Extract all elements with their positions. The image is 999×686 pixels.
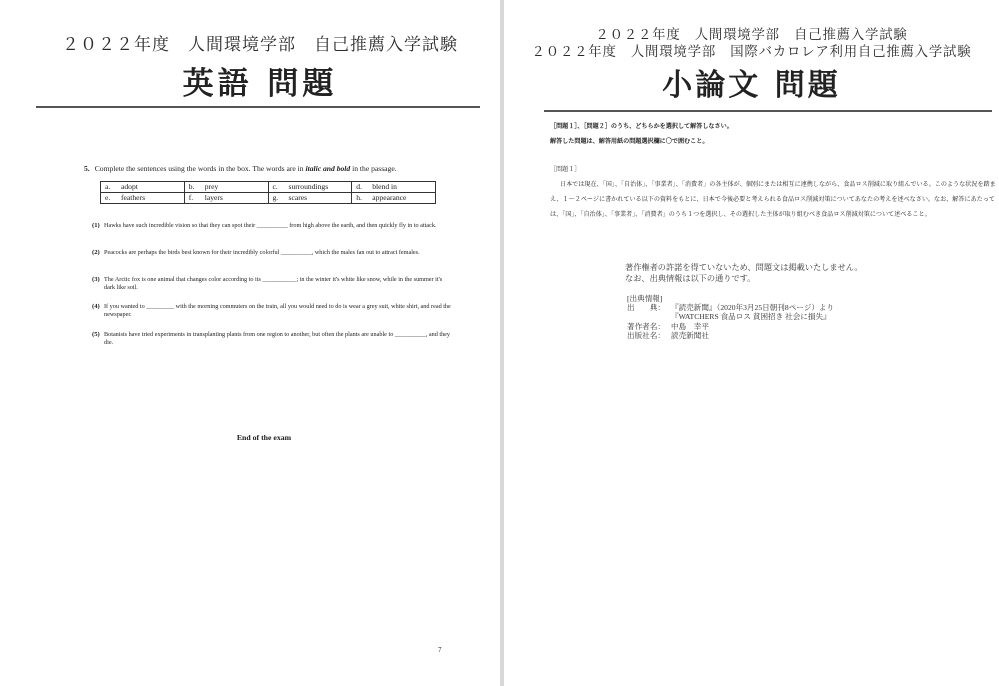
end-of-exam: End of the exam [236,433,292,442]
word-cell: c. surroundings [268,182,352,193]
item-text: If you wanted to _________ with the morning commuters on the train, all you would need to do is wear a grey suit, white shirt, and read the newspaper. [104,303,451,319]
word-cell: h. appearance [352,193,436,204]
item-text: Hawks have such incredible vision so that they can spot their __________ from high above the earth, and then quickly fly in to attack. [104,222,437,229]
word-cell: g. scares [268,193,352,204]
word-cell: e. feathers [101,193,185,204]
page-title: 小論文 問題 [662,68,841,103]
page-title: 英語 問題 [182,66,338,102]
question-item: (2) Peacocks are perhaps the birds best known for their incredibly colorful __________, which the males fan out to attract females. [92,249,452,257]
question-item: (1) Hawks have such incredible vision so that they can spot their __________ from high above the earth, and then quickly fly in to attack. [92,222,452,230]
essay-exam-page [504,0,999,686]
instruction-text-pre: Complete the sentences using the words in the box. The words are in [94,164,306,173]
word-cell: f. layers [184,193,268,204]
word-box-row [101,182,436,193]
author-line: 著作者名： 中島 幸平 [627,321,709,331]
copyright-notice-line1: 著作権者の許諾を得ていないため、問題文は掲載いたしません。 [625,263,863,272]
header-divider [544,110,992,112]
question-number: 5. [84,164,90,173]
source-line2: 『WATCHERS 食品ロス 貧困招き 社会に損失』 [671,312,831,322]
word-cell: d. blend in [352,182,436,193]
header-divider [36,106,480,108]
copyright-notice-line2: なお、出典情報は以下の通りです。 [625,274,756,283]
source-heading: [出典情報] [627,294,663,303]
instruction-line1: ［問題１］、［問題２］のうち、どちらかを選択して解答しなさい。 [550,124,733,130]
question-instruction [84,164,484,173]
instruction-line2: 解答した問題は、解答用紙の問題選択欄に〇で囲むこと。 [550,139,709,145]
instruction-text-post: in the passage. [350,164,397,173]
word-cell: b. prey [184,182,268,193]
instruction-emphasis: italic and bold [305,164,351,173]
item-text: The Arctic fox is one animal that changes color according to its ___________; in the winter it's white like snow, while in the summer it's dark like soil. [104,276,443,292]
question-item: (5) Botanists have tried experiments in transplanting plants from one region to another, but often the plants are unable to __________, and they die. [92,331,450,347]
source-line: 出 典： 『読売新聞』（2020年3月25日朝刊8ページ）より [627,303,835,313]
problem-text: 日本では現在、「国」、「自治体」、「事業者」、「消費者」の各主体が、個別にまたは相互に連携しながら、食品ロス削減に取り組んでいる。このような状況を踏まえ、１〜２ページに書かれている以下の資料をもとに、日本で今後必要と考えられる食品ロス削減対策についてあなたの考えを述べなさい。なお、解答にあたっては、「国」、「自治体」、「事業者」、「消費者」のうち１つを選択し、その選択した主体が取り組むべき食品ロス削減対策について述べること。 [550,182,996,218]
item-text: Botanists have tried experiments in transplanting plants from one region to another, but often the plants are unable to __________, and they die. [104,331,450,347]
page-header-line1: ２０２２年度 人間環境学部 自己推薦入学試験 [595,27,908,42]
publisher-line: 出版社名： 読売新聞社 [627,330,709,340]
question-item: (4) If you wanted to _________ with the morning commuters on the train, all you would need to do is wear a grey suit, white shirt, and read the newspaper. [92,303,451,319]
page-header: ２０２２年度 人間環境学部 自己推薦入学試験 [62,35,458,54]
page-header-line2: ２０２２年度 人間環境学部 国際バカロレア利用自己推薦入学試験 [531,44,972,59]
page-number: 7 [438,646,442,654]
word-box-row [101,193,436,204]
word-box [100,181,436,204]
item-text: Peacocks are perhaps the birds best known for their incredibly colorful __________, which the males fan out to attract females. [104,249,420,256]
source-info [627,294,834,340]
question-item: (3) The Arctic fox is one animal that changes color according to its ___________; in the winter it's white like snow, while in the summer it's dark like soil. [92,276,452,293]
word-cell: a. adopt [101,182,185,193]
problem-label: ［問題１］ [550,167,581,173]
